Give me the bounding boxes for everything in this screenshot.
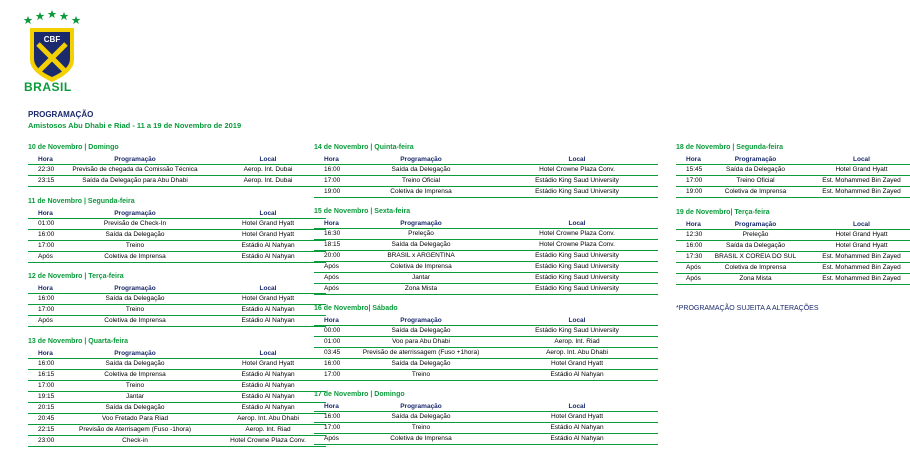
activity-cell: Voo Fretado Para Riad — [60, 414, 210, 425]
schedule-table — [314, 402, 658, 445]
time-cell: 19:15 — [28, 392, 60, 403]
table-row — [28, 436, 326, 447]
time-cell: 16:15 — [28, 370, 60, 381]
table-row — [28, 305, 326, 316]
time-cell: 16:00 — [314, 359, 346, 370]
day-title: 11 de Novembro | Segunda-feira — [28, 198, 135, 205]
activity-cell: Coletiva de Imprensa — [60, 370, 210, 381]
table-row — [28, 381, 326, 392]
activity-cell: Coletiva de Imprensa — [708, 263, 803, 274]
table-row — [676, 176, 910, 187]
column-header: Programação — [346, 402, 496, 412]
table-row — [676, 165, 910, 176]
day-block — [28, 196, 326, 263]
time-cell: Após — [28, 252, 60, 263]
column-header: Programação — [60, 349, 210, 359]
schedule-table — [314, 155, 658, 198]
location-cell: Estádio Al Nahyan — [496, 370, 658, 381]
column-header: Local — [803, 155, 910, 165]
schedule-table — [28, 284, 326, 327]
column-header: Programação — [346, 155, 496, 165]
time-cell: Após — [676, 263, 708, 274]
schedule-table — [28, 209, 326, 263]
day-block — [28, 271, 326, 327]
column-header: Hora — [314, 316, 346, 326]
activity-cell: Preleção — [708, 230, 803, 241]
table-row — [28, 241, 326, 252]
time-cell: 19:00 — [314, 187, 346, 198]
column-header: Local — [803, 220, 910, 230]
time-cell: 17:00 — [676, 176, 708, 187]
table-row — [28, 230, 326, 241]
location-cell: Hotel Grand Hyatt — [496, 359, 658, 370]
time-cell: 01:00 — [314, 337, 346, 348]
activity-cell: Coletiva de Imprensa — [60, 316, 210, 327]
column-header: Hora — [314, 219, 346, 229]
table-row — [314, 370, 658, 381]
activity-cell: Previsão de Check-In — [60, 219, 210, 230]
time-cell: 19:00 — [676, 187, 708, 198]
column-header: Local — [496, 402, 658, 412]
day-title: 15 de Novembro | Sexta-feira — [314, 208, 411, 215]
table-header-row — [314, 219, 658, 229]
location-cell: Est. Mohammed Bin Zayed — [803, 263, 910, 274]
activity-cell: Coletiva de Imprensa — [708, 187, 803, 198]
time-cell: 17:00 — [314, 423, 346, 434]
schedule-table — [676, 220, 910, 285]
column-header: Hora — [28, 349, 60, 359]
day-title: 13 de Novembro | Quarta-feira — [28, 338, 128, 345]
table-row — [28, 403, 326, 414]
table-row — [314, 412, 658, 423]
location-cell: Hotel Crowne Plaza Conv. — [496, 229, 658, 240]
location-cell: Hotel Grand Hyatt — [803, 241, 910, 252]
time-cell: 17:00 — [28, 241, 60, 252]
table-row — [28, 316, 326, 327]
day-block — [314, 389, 658, 445]
time-cell: 16:00 — [676, 241, 708, 252]
logo-text: CBF — [43, 35, 61, 44]
activity-cell: Saída da Delegação — [60, 230, 210, 241]
location-cell: Estádio Al Nahyan — [210, 241, 326, 252]
day-title: 12 de Novembro | Terça-feira — [28, 273, 124, 280]
location-cell: Hotel Grand Hyatt — [210, 294, 326, 305]
page-title: PROGRAMAÇÃO — [28, 110, 94, 119]
table-row — [314, 187, 658, 198]
location-cell: Estádio Al Nahyan — [210, 381, 326, 392]
activity-cell: Zona Mista — [346, 284, 496, 295]
table-row — [676, 263, 910, 274]
time-cell: Após — [314, 284, 346, 295]
activity-cell: Previsão de chegada da Comissão Técnica — [60, 165, 210, 176]
column-header: Local — [210, 209, 326, 219]
location-cell: Hotel Crowne Plaza Conv. — [496, 165, 658, 176]
column-header: Local — [210, 284, 326, 294]
table-row — [676, 241, 910, 252]
day-title: 19 de Novembro| Terça-feira — [676, 209, 770, 216]
time-cell: Após — [676, 274, 708, 285]
day-title: 18 de Novembro | Segunda-feira — [676, 144, 783, 151]
time-cell: 00:00 — [314, 326, 346, 337]
table-header-row — [314, 155, 658, 165]
activity-cell: Treino Oficial — [708, 176, 803, 187]
time-cell: 17:30 — [676, 252, 708, 263]
activity-cell: Treino Oficial — [346, 176, 496, 187]
activity-cell: Voo para Abu Dhabi — [346, 337, 496, 348]
location-cell: Estádio Al Nahyan — [210, 305, 326, 316]
table-row — [314, 229, 658, 240]
table-row — [676, 230, 910, 241]
day-title: 16 de Novembro| Sábado — [314, 305, 398, 312]
time-cell: 23:00 — [28, 436, 60, 447]
activity-cell: Coletiva de Imprensa — [346, 187, 496, 198]
location-cell: Est. Mohammed Bin Zayed — [803, 176, 910, 187]
column-header: Local — [210, 155, 326, 165]
column-header: Hora — [314, 155, 346, 165]
table-row — [314, 262, 658, 273]
location-cell: Estádio King Saud University — [496, 176, 658, 187]
day-block — [28, 336, 326, 447]
table-row — [314, 337, 658, 348]
column-header: Programação — [708, 155, 803, 165]
activity-cell: Jantar — [346, 273, 496, 284]
activity-cell: Saída da Delegação — [346, 326, 496, 337]
page-subtitle: Amistosos Abu Dhabi e Riad - 11 a 19 de Novembro de 2019 — [28, 121, 242, 130]
table-row — [28, 359, 326, 370]
table-header-row — [676, 220, 910, 230]
schedule-table — [28, 155, 326, 187]
table-header-row — [28, 209, 326, 219]
time-cell: Após — [28, 316, 60, 327]
time-cell: Após — [314, 262, 346, 273]
schedule-table — [28, 349, 326, 447]
location-cell: Aerop. Int. Riad — [496, 337, 658, 348]
time-cell: 20:15 — [28, 403, 60, 414]
time-cell: 20:45 — [28, 414, 60, 425]
location-cell: Hotel Grand Hyatt — [496, 412, 658, 423]
table-header-row — [28, 349, 326, 359]
location-cell: Hotel Crowne Plaza Conv. — [210, 436, 326, 447]
column-header: Hora — [28, 209, 60, 219]
location-cell: Estádio Al Nahyan — [210, 252, 326, 263]
table-row — [314, 273, 658, 284]
table-row — [314, 251, 658, 262]
location-cell: Hotel Grand Hyatt — [210, 359, 326, 370]
time-cell: 16:00 — [28, 294, 60, 305]
activity-cell: Saída da Delegação — [346, 359, 496, 370]
brand-name: BRASIL — [24, 80, 72, 94]
column-header: Programação — [708, 220, 803, 230]
activity-cell: Treino — [346, 370, 496, 381]
activity-cell: Check-in — [60, 436, 210, 447]
table-row — [28, 252, 326, 263]
table-row — [28, 414, 326, 425]
location-cell: Hotel Grand Hyatt — [210, 219, 326, 230]
location-cell: Aerop. Int. Abu Dhabi — [496, 348, 658, 359]
activity-cell: Saída da Delegação — [346, 412, 496, 423]
table-row — [314, 165, 658, 176]
column-header: Hora — [28, 284, 60, 294]
location-cell: Aerop. Int. Dubai — [210, 176, 326, 187]
schedule-table — [314, 219, 658, 295]
time-cell: 16:00 — [28, 359, 60, 370]
time-cell: 17:00 — [314, 176, 346, 187]
time-cell: 23:15 — [28, 176, 60, 187]
day-title: 17 de Novembro | Domingo — [314, 391, 405, 398]
location-cell: Estádio King Saud University — [496, 326, 658, 337]
activity-cell: Saída da Delegação — [60, 359, 210, 370]
location-cell: Hotel Grand Hyatt — [803, 165, 910, 176]
table-row — [28, 176, 326, 187]
table-row — [676, 187, 910, 198]
time-cell: 22:15 — [28, 425, 60, 436]
time-cell: 16:30 — [314, 229, 346, 240]
location-cell: Aerop. Int. Riad — [210, 425, 326, 436]
activity-cell: Previsão de Aterrisagem (Fuso -1hora) — [60, 425, 210, 436]
location-cell: Hotel Grand Hyatt — [210, 230, 326, 241]
activity-cell: Jantar — [60, 392, 210, 403]
location-cell: Hotel Crowne Plaza Conv. — [496, 240, 658, 251]
table-row — [314, 359, 658, 370]
column-header: Programação — [60, 284, 210, 294]
table-row — [28, 370, 326, 381]
table-header-row — [676, 155, 910, 165]
column-header: Hora — [28, 155, 60, 165]
table-row — [676, 274, 910, 285]
column-header: Local — [496, 155, 658, 165]
column-header: Hora — [314, 402, 346, 412]
day-block — [314, 142, 658, 198]
location-cell: Est. Mohammed Bin Zayed — [803, 274, 910, 285]
day-block — [314, 303, 658, 381]
table-row — [28, 294, 326, 305]
table-row — [314, 240, 658, 251]
time-cell: 16:00 — [314, 165, 346, 176]
time-cell: 17:00 — [314, 370, 346, 381]
table-row — [314, 348, 658, 359]
day-title: 10 de Novembro | Domingo — [28, 144, 119, 151]
location-cell: Est. Mohammed Bin Zayed — [803, 252, 910, 263]
activity-cell: Coletiva de Imprensa — [346, 262, 496, 273]
activity-cell: BRASIL X COREIA DO SUL — [708, 252, 803, 263]
activity-cell: Saída da Delegação — [60, 294, 210, 305]
activity-cell: Coletiva de Imprensa — [346, 434, 496, 445]
time-cell: 01:00 — [28, 219, 60, 230]
activity-cell: Saída da Delegação para Abu Dhabi — [60, 176, 210, 187]
table-row — [314, 326, 658, 337]
activity-cell: Treino — [60, 381, 210, 392]
activity-cell: Saída da Delegação — [346, 240, 496, 251]
activity-cell: Saída da Delegação — [60, 403, 210, 414]
table-header-row — [314, 402, 658, 412]
column-header: Local — [496, 219, 658, 229]
table-row — [28, 165, 326, 176]
location-cell: Est. Mohammed Bin Zayed — [803, 187, 910, 198]
table-row — [28, 425, 326, 436]
activity-cell: BRASIL x ARGENTINA — [346, 251, 496, 262]
location-cell: Estádio Al Nahyan — [210, 403, 326, 414]
location-cell: Estádio King Saud University — [496, 187, 658, 198]
time-cell: 03:45 — [314, 348, 346, 359]
activity-cell: Zona Mista — [708, 274, 803, 285]
location-cell: Estádio King Saud University — [496, 262, 658, 273]
table-row — [28, 392, 326, 403]
table-row — [314, 434, 658, 445]
schedule-table — [676, 155, 910, 198]
table-header-row — [28, 284, 326, 294]
schedule-table — [314, 316, 658, 381]
activity-cell: Treino — [346, 423, 496, 434]
column-header: Programação — [60, 209, 210, 219]
column-header: Hora — [676, 155, 708, 165]
activity-cell: Treino — [60, 241, 210, 252]
day-block — [28, 142, 326, 187]
location-cell: Aerop. Int. Abu Dhabi — [210, 414, 326, 425]
location-cell: Estádio King Saud University — [496, 251, 658, 262]
location-cell: Estádio Al Nahyan — [210, 316, 326, 327]
table-row — [314, 176, 658, 187]
activity-cell: Previsão de aterrissagem (Fuso +1hora) — [346, 348, 496, 359]
day-block — [676, 207, 910, 285]
time-cell: 12:30 — [676, 230, 708, 241]
activity-cell: Treino — [60, 305, 210, 316]
location-cell: Estádio Al Nahyan — [496, 434, 658, 445]
activity-cell: Saída da Delegação — [708, 165, 803, 176]
table-row — [28, 219, 326, 230]
time-cell: Após — [314, 434, 346, 445]
schedule-note: *PROGRAMAÇÃO SUJEITA A ALTERAÇÕES — [676, 305, 819, 312]
column-header: Local — [210, 349, 326, 359]
time-cell: 22:30 — [28, 165, 60, 176]
location-cell: Aerop. Int. Dubai — [210, 165, 326, 176]
time-cell: 17:00 — [28, 305, 60, 316]
location-cell: Estádio Al Nahyan — [210, 370, 326, 381]
time-cell: 20:00 — [314, 251, 346, 262]
location-cell: Estádio Al Nahyan — [496, 423, 658, 434]
table-row — [314, 423, 658, 434]
column-header: Programação — [346, 219, 496, 229]
time-cell: 18:15 — [314, 240, 346, 251]
location-cell: Estádio King Saud University — [496, 273, 658, 284]
table-header-row — [314, 316, 658, 326]
activity-cell: Saída da Delegação — [708, 241, 803, 252]
activity-cell: Coletiva de Imprensa — [60, 252, 210, 263]
location-cell: Hotel Grand Hyatt — [803, 230, 910, 241]
time-cell: 17:00 — [28, 381, 60, 392]
time-cell: 16:00 — [314, 412, 346, 423]
location-cell: Estádio King Saud University — [496, 284, 658, 295]
table-row — [314, 284, 658, 295]
activity-cell: Saída da Delegação — [346, 165, 496, 176]
day-block — [676, 142, 910, 198]
table-row — [676, 252, 910, 263]
column-header: Programação — [346, 316, 496, 326]
table-header-row — [28, 155, 326, 165]
time-cell: 16:00 — [28, 230, 60, 241]
day-title: 14 de Novembro | Quinta-feira — [314, 144, 414, 151]
time-cell: Após — [314, 273, 346, 284]
column-header: Hora — [676, 220, 708, 230]
column-header: Local — [496, 316, 658, 326]
column-header: Programação — [60, 155, 210, 165]
time-cell: 15:45 — [676, 165, 708, 176]
activity-cell: Preleção — [346, 229, 496, 240]
location-cell: Estádio Al Nahyan — [210, 392, 326, 403]
day-block — [314, 206, 658, 295]
